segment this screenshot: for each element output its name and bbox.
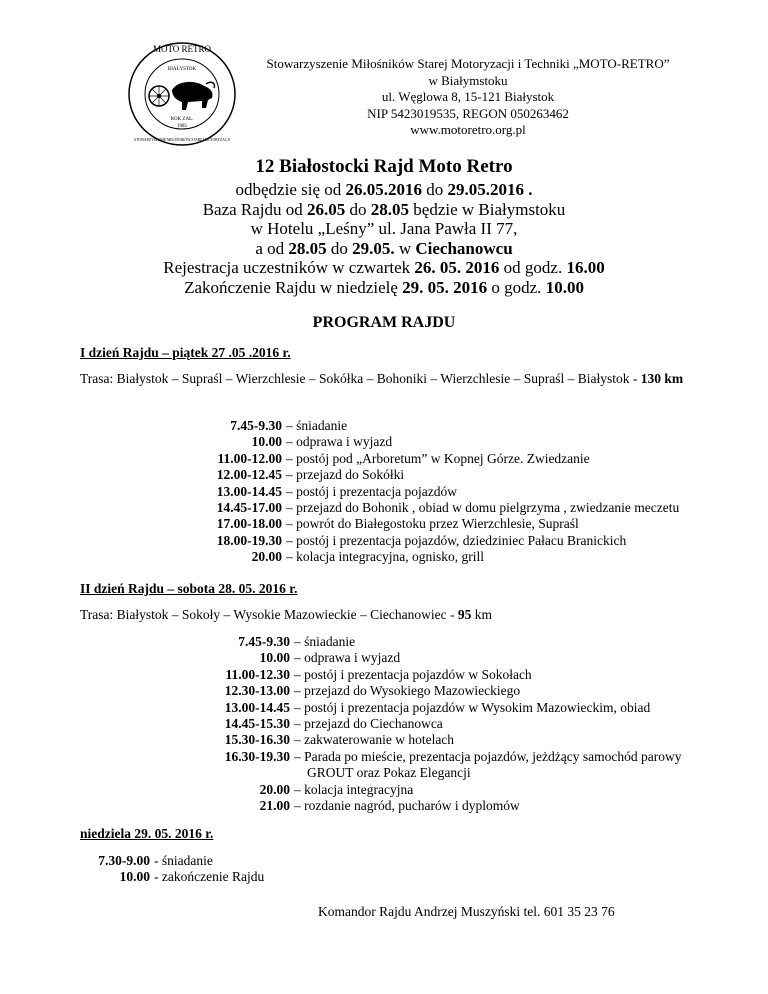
- schedule-row: 20.00 – kolacja integracyjna: [259, 781, 414, 797]
- rally-ending-line: Zakończenie Rajdu w niedzielę 29. 05. 2016 o godz. 10.00: [184, 277, 584, 297]
- day1-heading: I dzień Rajdu – piątek 27 .05 .2016 r.: [80, 345, 291, 360]
- day1-schedule: [80, 418, 679, 566]
- rally-title-block: [0, 155, 768, 298]
- logo-text-city: BIAŁYSTOK: [167, 67, 197, 72]
- org-nip-regon: NIP 5423019535, REGON 050263462: [367, 105, 569, 121]
- schedule-row: 7.30-9.00 - śniadanie: [98, 853, 213, 868]
- schedule-row: 11.00-12.00 – postój pod „Arboretum” w Kopnej Górze. Zwiedzanie: [217, 450, 590, 466]
- day2-heading: II dzień Rajdu – sobota 28. 05. 2016 r.: [80, 581, 298, 596]
- schedule-row: 12.00-12.45 – przejazd do Sokółki: [216, 467, 405, 483]
- schedule-row: 7.45-9.30 – śniadanie: [230, 418, 348, 433]
- schedule-row: 7.45-9.30 – śniadanie: [238, 634, 356, 649]
- logo-text-ring: STOWARZYSZENIE MIŁOŚNIKÓW STAREJ MOTORYZACJI: [134, 138, 230, 142]
- schedule-continuation: GROUT oraz Pokaz Elegancji: [307, 765, 471, 781]
- commander-signature: Komandor Rajdu Andrzej Muszyński tel. 601 35 23 76: [318, 904, 615, 919]
- org-address: ul. Węglowa 8, 15-121 Białystok: [381, 89, 555, 104]
- logo-text-year: 1985: [177, 124, 187, 129]
- schedule-row: 15.30-16.30 – zakwaterowanie w hotelach: [224, 732, 455, 748]
- rally-registration-line: Rejestracja uczestników w czwartek 26. 05. 2016 od godz. 16.00: [163, 258, 605, 278]
- schedule-row: 10.00 - zakończenie Rajdu: [119, 869, 265, 885]
- schedule-row: 11.00-12.30 – postój i prezentacja pojazdów w Sokołach: [225, 666, 532, 682]
- day3-schedule: [48, 853, 264, 886]
- org-website: www.motoretro.org.pl: [410, 122, 526, 137]
- rally-title: 12 Białostocki Rajd Moto Retro: [255, 156, 513, 177]
- day3-heading: niedziela 29. 05. 2016 r.: [80, 826, 214, 841]
- schedule-row: 14.45-15.30 – przejazd do Ciechanowca: [224, 716, 443, 732]
- schedule-row: 16.30-19.30 – Parada po mieście, prezentacja pojazdów, jeżdżący samochód parowy: [224, 748, 682, 764]
- schedule-row: 13.00-14.45 – postój i prezentacja pojazdów w Wysokim Mazowieckim, obiad: [224, 699, 651, 715]
- organization-header: [248, 56, 688, 139]
- schedule-row: 12.30-13.00 – przejazd do Wysokiego Mazowieckiego: [224, 683, 521, 699]
- schedule-row: 13.00-14.45 – postój i prezentacja pojazdów: [216, 483, 457, 499]
- rally-ciechanowiec-line: a od 28.05 do 29.05. w Ciechanowcu: [255, 238, 513, 258]
- schedule-row: 18.00-19.30 – postój i prezentacja pojazdów, dziedziniec Pałacu Branickich: [216, 532, 627, 548]
- schedule-row: 20.00 – kolacja integracyjna, ognisko, grill: [251, 549, 484, 565]
- org-city: w Białymstoku: [428, 72, 508, 88]
- rally-hotel-line: w Hotelu „Leśny” ul. Jana Pawła II 77,: [250, 219, 518, 239]
- schedule-row: 10.00 – odprawa i wyjazd: [259, 650, 401, 666]
- rally-base-line: Baza Rajdu od 26.05 do 28.05 będzie w Białymstoku: [202, 199, 566, 219]
- schedule-row: 21.00 – rozdanie nagród, pucharów i dyplomów: [259, 798, 520, 814]
- day2-schedule: [80, 634, 681, 814]
- day1-route: Trasa: Białystok – Supraśl – Wierzchlesie – Sokółka – Bohoniki – Wierzchlesie – Supraśl – Białystok - 130 km: [80, 371, 684, 386]
- schedule-row: 14.45-17.00 – przejazd do Bohonik , obiad w domu pielgrzyma , zwiedzanie meczetu: [216, 500, 680, 516]
- rally-dates-line: odbędzie się od 26.05.2016 do 29.05.2016 .: [235, 180, 533, 199]
- program-heading: PROGRAM RAJDU: [312, 314, 456, 331]
- moto-retro-logo: [126, 40, 238, 148]
- schedule-row: 17.00-18.00 – powrót do Białegostoku przez Wierzchlesie, Supraśl: [216, 516, 579, 532]
- org-name: Stowarzyszenie Miłośników Starej Motoryzacji i Techniki „MOTO-RETRO”: [266, 56, 670, 71]
- day2-route: Trasa: Białystok – Sokoły – Wysokie Mazowieckie – Ciechanowiec - 95 km: [80, 607, 493, 622]
- schedule-row: 10.00 – odprawa i wyjazd: [251, 434, 393, 450]
- logo-text-top: MOTO RETRO: [152, 44, 212, 54]
- logo-text-year-label: ROK ZAŁ.: [170, 117, 194, 122]
